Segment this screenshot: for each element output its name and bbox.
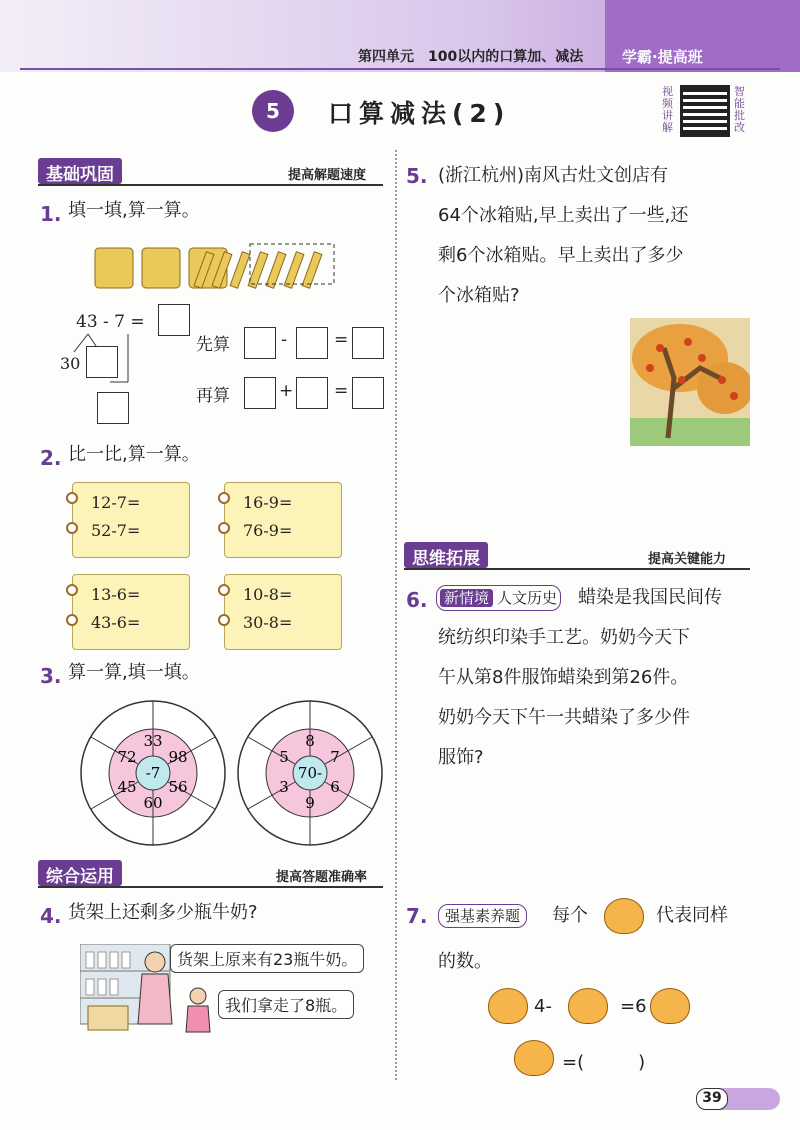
q6-tag-history: 人文历史: [497, 589, 558, 607]
q3-wheel-2-value: 8: [305, 732, 315, 750]
q3-wheel-1-value: 60: [143, 794, 163, 812]
section-thinking-title: 思维拓展: [404, 542, 488, 568]
tiger-icon: [488, 988, 528, 1024]
q7-eq1-end: =6: [620, 996, 647, 1017]
q2-card-2: [224, 482, 342, 558]
q1-remainder-box[interactable]: [97, 392, 129, 424]
q1-then-box-a[interactable]: [244, 377, 276, 409]
q5-line-3: 剩6个冰箱贴。早上卖出了多少: [438, 245, 684, 266]
q3-number: 3.: [40, 664, 62, 688]
q3-wheel-1-value: 98: [168, 748, 188, 766]
q3-wheel-1-value: 72: [117, 748, 137, 766]
q3-wheel-2-center: 70-: [297, 764, 323, 782]
q3-wheel-2-value: 6: [330, 778, 340, 796]
q1-number: 1.: [40, 202, 62, 226]
q4-text: 货架上还剩多少瓶牛奶?: [68, 902, 258, 923]
q5-line-2: 64个冰箱贴,早上卖出了一些,还: [438, 205, 689, 226]
q7-text-b: 代表同样: [656, 905, 728, 926]
section-thinking-tag: 提高关键能力: [648, 552, 727, 567]
page-number: 39: [696, 1088, 728, 1110]
tiger-icon: [650, 988, 690, 1024]
q7-number: 7.: [406, 904, 428, 928]
q5-line-4: 个冰箱贴?: [438, 285, 520, 306]
section-basic-title: 基础巩固: [38, 158, 122, 184]
section-rule: [38, 184, 383, 186]
q7-tag: 强基素养题: [438, 904, 527, 928]
q2-card-4: [224, 574, 342, 650]
q6-number: 6.: [406, 588, 428, 612]
q5-number: 5.: [406, 164, 428, 188]
q7-text-a: 每个: [552, 905, 588, 926]
q2-text: 比一比,算一算。: [68, 444, 200, 465]
q1-equals-2: =: [334, 381, 349, 401]
q1-first-box-b[interactable]: [296, 327, 328, 359]
section-rule: [38, 886, 383, 888]
ring-icon: [66, 614, 78, 626]
q7-eq1-mid: 4-: [534, 996, 552, 1017]
q2-number: 2.: [40, 446, 62, 470]
q1-first-result-box[interactable]: [352, 327, 384, 359]
ring-icon: [66, 492, 78, 504]
header-rule: [20, 68, 780, 70]
q1-expression: 43 - 7 =: [76, 312, 145, 332]
lesson-number: 5: [252, 90, 294, 132]
q4-bubble-1: 货架上原来有23瓶牛奶。: [170, 944, 364, 973]
section-comprehensive-tag: 提高答题准确率: [276, 870, 368, 885]
q1-equals-1: =: [334, 330, 349, 350]
q1-split-value: 30: [60, 354, 81, 373]
q3-wheel-2: [238, 701, 382, 845]
brand-label: 学霸·提高班: [622, 48, 703, 66]
q3-wheel-1-center: -7: [145, 764, 161, 782]
unit-label: 第四单元 100以内的口算加、减法: [358, 49, 584, 65]
q6-line-5: 服饰?: [438, 747, 484, 768]
page-title: 口算减法(2): [328, 99, 511, 128]
qr-left-label: 视频讲解: [662, 85, 673, 134]
q1-minus: -: [281, 330, 288, 350]
tiger-icon: [514, 1040, 554, 1076]
q2-card-4-line-1[interactable]: 10-8=: [243, 585, 293, 604]
section-basic-tag: 提高解题速度: [288, 168, 367, 183]
ring-icon: [218, 584, 230, 596]
q1-first-box-a[interactable]: [244, 327, 276, 359]
section-comprehensive-title: 综合运用: [38, 860, 122, 886]
q7-text-c: 的数。: [438, 951, 492, 972]
ring-icon: [218, 492, 230, 504]
q2-card-1-line-2[interactable]: 52-7=: [91, 521, 141, 540]
q1-plus: +: [279, 381, 294, 401]
q1-text: 填一填,算一算。: [68, 200, 200, 221]
q6-tag-new: 新情境: [440, 589, 493, 607]
q1-split-box[interactable]: [86, 346, 118, 378]
q2-card-1: [72, 482, 190, 558]
q3-wheel-2-value: 5: [279, 748, 289, 766]
ring-icon: [66, 522, 78, 534]
q2-card-4-line-2[interactable]: 30-8=: [243, 613, 293, 632]
q1-then-result-box[interactable]: [352, 377, 384, 409]
persimmon-tree-illustration-icon: [630, 318, 750, 446]
tiger-icon: [568, 988, 608, 1024]
q6-line-4: 奶奶今天下午一共蜡染了多少件: [438, 707, 690, 728]
q5-line-1: (浙江杭州)南风古灶文创店有: [438, 165, 669, 186]
q1-first-label: 先算: [196, 335, 230, 355]
q7-eq2[interactable]: =( ): [562, 1052, 646, 1073]
q4-number: 4.: [40, 904, 62, 928]
q1-then-label: 再算: [196, 386, 230, 406]
q6-tags: [436, 585, 561, 611]
q1-then-box-b[interactable]: [296, 377, 328, 409]
q3-wheel-1-value: 56: [168, 778, 188, 796]
q2-card-3-line-2[interactable]: 43-6=: [91, 613, 141, 632]
ring-icon: [218, 522, 230, 534]
q6-line-1: 蜡染是我国民间传: [578, 587, 722, 608]
q3-wheel-2-value: 9: [305, 794, 315, 812]
q3-wheel-1-value: 45: [117, 778, 137, 796]
q4-bubble-2: 我们拿走了8瓶。: [218, 990, 354, 1019]
ring-icon: [66, 584, 78, 596]
ring-icon: [218, 614, 230, 626]
qr-right-label: 智能批改: [734, 85, 745, 134]
q3-wheels: [80, 700, 390, 850]
tiger-icon: [604, 898, 644, 934]
column-divider: [395, 150, 397, 1080]
q6-line-3: 午从第8件服饰蜡染到第26件。: [438, 667, 689, 688]
q2-card-3: [72, 574, 190, 650]
qr-code-icon[interactable]: [680, 85, 730, 137]
q3-wheel-2-value: 7: [330, 748, 340, 766]
q3-wheel-1-value: 33: [143, 732, 163, 750]
sticks-illustration-icon: [90, 238, 340, 294]
section-rule: [404, 568, 750, 570]
q3-wheel-2-value: 3: [279, 778, 289, 796]
q2-card-1-line-1[interactable]: 12-7=: [91, 493, 141, 512]
q2-card-3-line-1[interactable]: 13-6=: [91, 585, 141, 604]
q6-line-2: 统纺织印染手工艺。奶奶今天下: [438, 627, 690, 648]
q3-wheel-1: [81, 701, 225, 845]
q2-card-2-line-2[interactable]: 76-9=: [243, 521, 293, 540]
q2-card-2-line-1[interactable]: 16-9=: [243, 493, 293, 512]
q3-text: 算一算,填一填。: [68, 662, 200, 683]
q1-answer-box[interactable]: [158, 304, 190, 336]
